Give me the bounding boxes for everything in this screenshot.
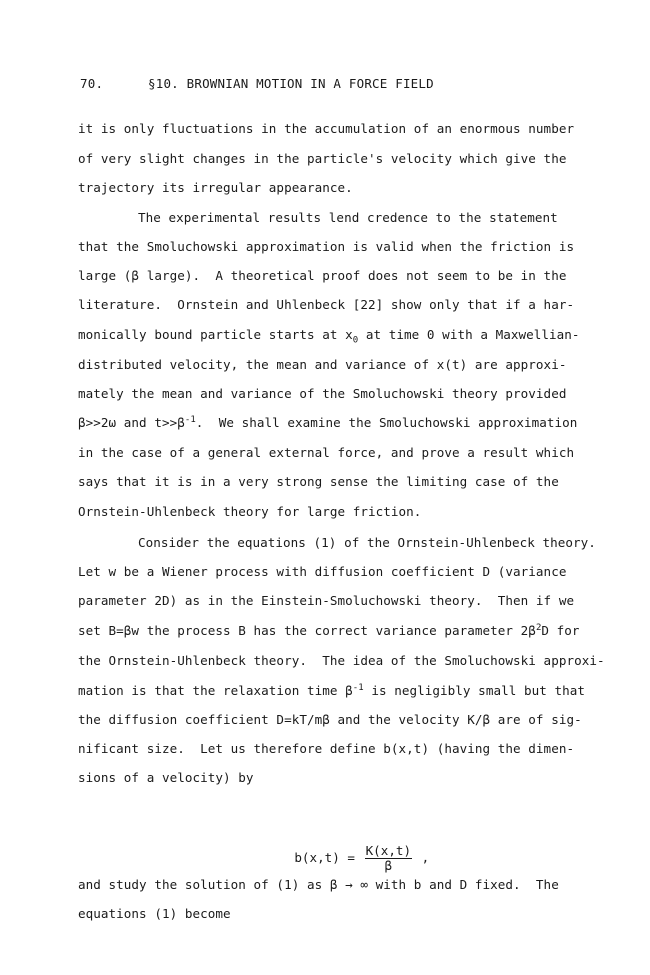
text-line (78, 623, 580, 638)
text-line: large (β large). A theoretical proof does not seem to be in the (78, 268, 567, 283)
text-span: is negligibly small but that (363, 683, 586, 698)
text-span: . We shall examine the Smoluchowski approximation (195, 415, 578, 430)
text-line: that the Smoluchowski approximation is valid when the friction is (78, 239, 575, 254)
fraction-denominator: β (384, 858, 393, 873)
equation-lhs: b(x,t) = (294, 850, 363, 865)
text-line: of very slight changes in the particle's velocity which give the (78, 151, 567, 166)
text-span: monically bound particle starts at x (78, 327, 353, 342)
page-header (80, 76, 434, 91)
text-line: Let w be a Wiener process with diffusion coefficient D (variance (78, 564, 567, 579)
text-line: mately the mean and variance of the Smoluchowski theory provided (78, 386, 567, 401)
equation-trail: , (414, 850, 430, 865)
text-line: equations (1) become (78, 906, 231, 921)
text-span: mation is that the relaxation time β (78, 683, 353, 698)
section-title: §10. BROWNIAN MOTION IN A FORCE FIELD (148, 76, 434, 91)
subscript: 0 (352, 335, 359, 346)
fraction-numerator: K(x,t) (365, 843, 412, 858)
text-line: nificant size. Let us therefore define b(x,t) (having the dimen- (78, 741, 575, 756)
text-span: at time 0 with a Maxwellian- (358, 327, 580, 342)
text-line: it is only fluctuations in the accumulation of an enormous number (78, 121, 575, 136)
text-line (78, 327, 580, 346)
text-line: literature. Ornstein and Uhlenbeck [22] show only that if a har- (78, 297, 575, 312)
text-span: D for (541, 623, 580, 638)
text-line: and study the solution of (1) as β → ∞ with b and D fixed. The (78, 877, 559, 892)
text-line: in the case of a general external force, and prove a result which (78, 445, 575, 460)
text-line: parameter 2D) as in the Einstein-Smoluchowski theory. Then if we (78, 593, 575, 608)
superscript: -1 (352, 682, 364, 693)
text-line: Ornstein-Uhlenbeck theory for large friction. (78, 504, 422, 519)
text-line: the Ornstein-Uhlenbeck theory. The idea of the Smoluchowski approxi- (78, 653, 605, 668)
paragraph-start-line: The experimental results lend credence to the statement (138, 210, 558, 225)
page-number: 70. (80, 76, 104, 91)
text-line: distributed velocity, the mean and variance of x(t) are approxi- (78, 357, 567, 372)
superscript: 2 (535, 622, 542, 633)
text-line (78, 683, 585, 698)
text-span: β>>2ω and t>>β (78, 415, 185, 430)
text-line: trajectory its irregular appearance. (78, 180, 353, 195)
superscript: -1 (184, 414, 196, 425)
text-line: the diffusion coefficient D=kT/mβ and the velocity K/β are of sig- (78, 712, 582, 727)
text-span: set B=βw the process B has the correct variance parameter 2β (78, 623, 536, 638)
text-line (78, 415, 577, 430)
paragraph-start-line: Consider the equations (1) of the Ornstein-Uhlenbeck theory. (138, 535, 596, 550)
text-line: says that it is in a very strong sense the limiting case of the (78, 474, 559, 489)
fraction (365, 844, 413, 873)
text-line: sions of a velocity) by (78, 770, 254, 785)
